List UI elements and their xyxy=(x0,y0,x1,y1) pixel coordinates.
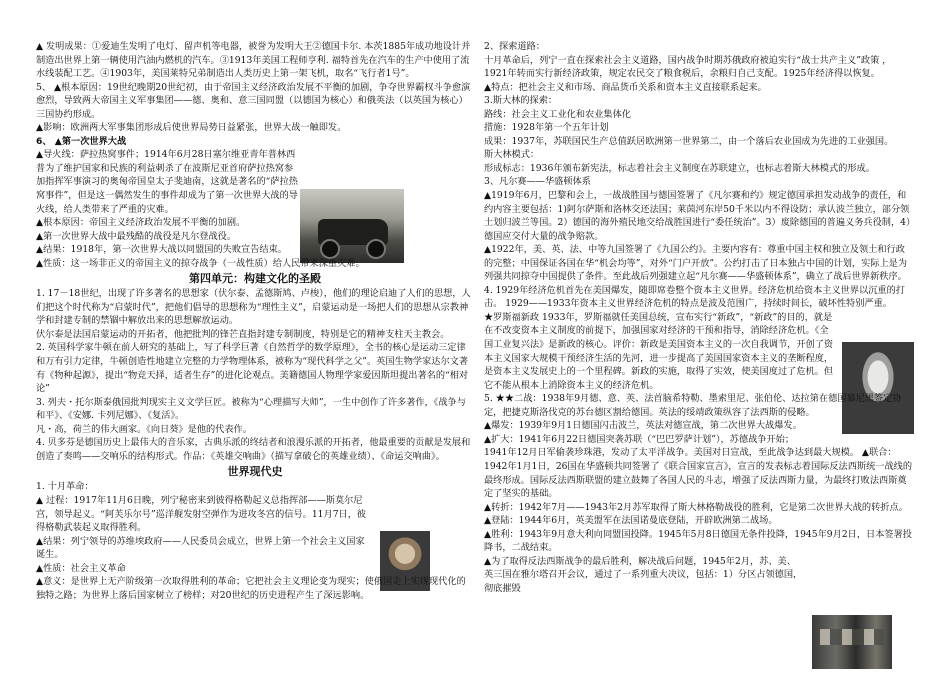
paragraph: ▲结果：1918年，第一次世界大战以同盟国的失败宣告结束。 xyxy=(36,244,287,256)
paragraph: ▲导火线：萨拉热窝事件；1914年6月28日塞尔维亚青年普林西普为了维护国家和民族的利益刺杀了在波斯尼亚首府萨拉热窝参加指挥军事演习的奥匈帝国皇太子斐迪南，这就是著名的“萨拉热窝事件”，但是这一偶然发生的事件却成为了第一次世界大战的导火线，给人类带来了严重的灾难。 xyxy=(36,149,298,215)
paragraph: ▲性质：这一场非正义的帝国主义的掠夺战争（一战性质）给人民带来深重灾难。 xyxy=(36,257,365,269)
paragraph: 伏尔泰是法国启蒙运动的开拓者，他把批判的锋芒直指封建专制制度，特别是它的精神支柱天主教会。 xyxy=(36,328,450,340)
right-column xyxy=(484,40,914,595)
paragraph: ★罗斯福新政 1933年，罗斯福就任美国总统，宣布实行“新政”，“新政”的目的，就是在不改变资本主义制度的前提下，加强国家对经济的干预和指导，消除经济危机。《全国工业复兴法》是新政的核心。评价：新政是美国资本主义的一次自我调节，开创了资本主义国家大规模干预经济生活的先河，进一步提高了美国国家资本主义的垄断程度，是资本主义发展史上的一个里程碑。新政的实施，取得了实效，使美国度过了危机。但它不能从根本上消除资本主义的经济危机。 xyxy=(484,311,834,391)
paragraph: ▲结果：列宁领导的苏维埃政府——人民委员会成立，世界上第一个社会主义国家诞生。 xyxy=(36,535,365,561)
paragraph: 3、凡尔赛——华盛顿体系 xyxy=(484,176,591,188)
paragraph: ▲特点：把社会主义和市场、商品货币关系和资本主义直接联系起来。 xyxy=(484,81,767,93)
paragraph: 3. 列夫・托尔斯泰俄国批判现实主义文学巨匠。被称为“心理描写大师”，一生中创作了许多著作，《战争与和平》、《安娜. 卡列尼娜》、《复活》。 xyxy=(36,396,466,422)
paragraph: ▲第一次世界大战中最残酷的战役是凡尔登战役。 xyxy=(36,230,237,242)
paragraph: ▲1919年6月，巴黎和会上，一战战胜国与德国签署了《凡尔赛和约》规定德国承担发动战争的责任，和约内容主要包括：1)阿尔萨斯和洛林交还法国；莱茵河东岸50千米以内不得设防；承认波兰独立，部分领土划归波兰等国。2）德国的海外殖民地交给战胜国进行“委任统治”。3）废除德国的普遍义务兵役制，4）德国应交付大量的战争赔款。 xyxy=(484,190,911,242)
paragraph: ▲影响：欧洲两大军事集团形成后使世界局势日益紧张，世界大战一触即发。 xyxy=(36,122,347,134)
paragraph: 凡・高，荷兰的伟大画家。《向日葵》是他的代表作。 xyxy=(36,423,252,435)
paragraph: ▲性质：社会主义革命 xyxy=(36,562,126,574)
paragraph: 3.斯大林的探索： xyxy=(484,95,558,107)
paragraph: ▲转折：1942年7月——1943年2月苏军取得了斯大林格勒战役的胜利，它是第二次世界大战的转折点。 xyxy=(484,501,908,513)
paragraph: ▲ 发明成果：①爱迪生发明了电灯、留声机等电器，被誉为发明大王②德国卡尔. 本茨1885年成功地设计并制造出世界上第一辆使用汽油内燃机的汽车。③1913年美国工程师亨利. 福特首先在汽车的生产中使用了流水线装配工艺。④1903年，美国莱特兄弟制造出人类历史上第一架飞机，取名“飞行者1号”。 xyxy=(36,41,471,80)
paragraph: ▲ 过程：1917年11月6日晚，列宁秘密来到彼得格勒起义总指挥部——斯莫尔尼宫，领导起义。“阿芙乐尔号”巡洋舰发射空弹作为进攻冬宫的信号。11月7日，彼得格勒武装起义取得胜利。 xyxy=(36,494,367,534)
yalta-conference-photo xyxy=(812,615,892,669)
paragraph: 4. 1929年经济危机首先在美国爆发，随即席卷整个资本主义世界。经济危机给资本主义世界以沉重的打击。 1929——1933年资本主义世界经济危机的特点是波及范围广，持续时间长，破坏性特别严重。 xyxy=(484,284,905,310)
paragraph: ▲登陆：1944年6月，英美盟军在法国诺曼底登陆，开辟欧洲第二战场。 xyxy=(484,515,778,527)
paragraph: 路线：社会主义工业化和农业集体化 xyxy=(484,108,631,120)
paragraph: 2、探索道路： xyxy=(484,41,545,52)
paragraph: ▲意义：是世界上无产阶级第一次取得胜利的革命；它把社会主义理论变为现实；使俄国走上实现现代化的独特之路；为世界上落后国家树立了榜样；对20世纪的历史进程产生了深远影响。 xyxy=(36,576,466,601)
paragraph: ▲根本原因：帝国主义经济政治发展不平衡的加剧。 xyxy=(36,217,246,229)
paragraph: 措施：1928年第一个五年计划 xyxy=(484,122,609,134)
paragraph: 4. 贝多芬是德国历史上最伟大的音乐家，古典乐派的终结者和浪漫乐派的开拓者，他最重要的贡献是发展和创造了奏鸣——交响乐的结构形式。作品：《英雄交响曲》（描写拿破仑的英雄业绩）、《命运交响曲》。 xyxy=(36,437,471,462)
paragraph: 1. 17－18世纪，出现了许多著名的思想家（伏尔泰、孟德斯鸠、卢梭），他们的理论启迪了人们的思想，人们把这个时代称为“启蒙时代”，把他们倡导的思想称为“理性主义”，启蒙运动是一场把人们的思想从宗教神学和封建专制的禁锢中解放出来的思想解放运动。 xyxy=(36,288,471,327)
paragraph: ▲胜利：1943年9月意大利向同盟国投降。1945年5月8日德国无条件投降，1945年9月2日，日本签署投降书，二战结束。 xyxy=(484,528,912,554)
paragraph: 1941年12月日军偷袭珍珠港，发动了太平洋战争。美国对日宣战，至此战争达到最大规模。 ▲联合：1942年1月1日，26国在华盛顿共同签署了《联合国家宣言》，宣言的发表标志着国际反法西斯统一战线的最终形成。国际反法西斯联盟的建立鼓舞了各国人民的斗志，增强了反法西斯力量，为最终打败法西斯奠定了坚实的基础。 xyxy=(484,447,913,500)
paragraph: 斯大林模式： xyxy=(484,149,540,161)
paragraph: 形成标志：1936年颁布新宪法，标志着社会主义制度在苏联建立，也标志着斯大林模式的形成。 xyxy=(484,162,875,174)
section-title: 世界现代史 xyxy=(227,465,283,479)
paragraph: ▲1922年，美、英、法、中等九国签署了《九国公约》。主要内容有：尊重中国主权和独立及领土和行政的完整；中国保证各国在华“机会均等”，对外“门户开放”。公约打击了日本独占中国的计划，实际上是为列强共同掠夺中国提供了条件。至此战后列强建立起“凡尔赛——华盛顿体系”，确立了战后世界新秩序。 xyxy=(484,244,908,283)
paragraph: 5. ★★二战：1938年9月德、意、英、法首脑希特勒、墨索里尼、张伯伦、达拉第在德国慕尼黑签定协定，把捷克斯洛伐克的苏台德区割给德国。英法的绥靖政策纵容了法西斯的侵略。 xyxy=(484,393,902,418)
paragraph: ▲扩大：1941年6月22日德国突袭苏联（“巴巴罗萨计划”），苏德战争开始； xyxy=(484,433,795,445)
paragraph: 成果：1937年，苏联国民生产总值跃居欧洲第一世界第二，由一个落后农业国成为先进的工业强国。 xyxy=(484,135,894,147)
paragraph: 1. 十月革命： xyxy=(36,481,94,493)
paragraph: 5、 ▲根本原因：19世纪晚期20世纪初，由于帝国主义经济政治发展不平衡的加剧，争夺世界霸权斗争愈演愈烈，导致两大帝国主义军事集团——德、奥和、意三国同盟（以德国为核心）和俄英法（以英国为核心）三国协约形成。 xyxy=(36,81,471,120)
paragraph: 2. 英国科学家牛顿在前人研究的基础上，写了科学巨著《自然哲学的数学原理》，全书的核心是运动三定律和万有引力定律，牛顿创造性地建立完整的力学物理体系，被称为“现代科学之父”。英国生物学家达尔文著有《物种起源》，提出“物竞天择，适者生存”的进化论观点。美籍德国人物理学家爱因斯坦提出著名的“相对论” xyxy=(36,342,469,395)
paragraph: 十月革命后，列宁一直在探索社会主义道路，国内战争时期苏俄政府被迫实行“战士共产主义”政策 ，1921年转而实行新经济政策，规定农民交了粮食税后，余粮归自己支配。1925年经济得以恢复。 xyxy=(484,54,892,80)
paragraph: ▲为了取得反法西斯战争的最后胜利，解决战后问题，1945年2月，苏、美、英三国在雅尔塔召开会议，通过了一系列重大决议，包括：1）分区占领德国，彻底摧毁 xyxy=(484,555,803,594)
left-column xyxy=(36,40,474,602)
unit-title: 第四单元：构建文化的圣殿 xyxy=(189,272,321,286)
paragraph: ▲爆发：1939年9月1日德国闪击波兰，英法对德宣战，第二次世界大战爆发。 xyxy=(484,420,802,432)
section-heading: 6、 ▲第一次世界大战 xyxy=(36,135,127,147)
